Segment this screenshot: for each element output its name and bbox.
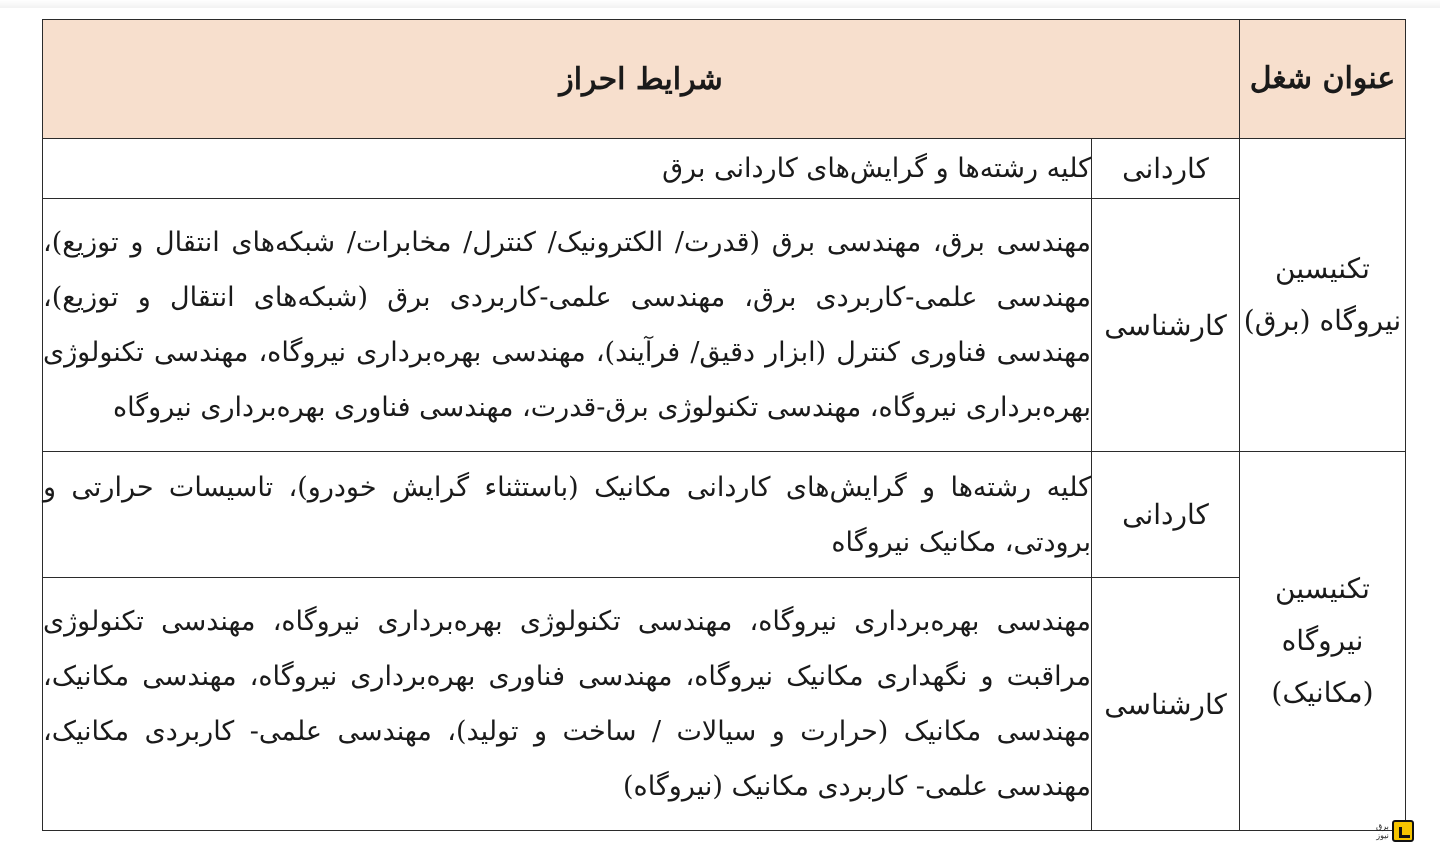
brand-logo-icon	[1392, 820, 1414, 842]
header-requirements: شرایط احراز	[43, 20, 1240, 139]
job-title-cell: تکنیسین نیروگاه (برق)	[1240, 139, 1406, 452]
requirements-cell: کلیه رشته‌ها و گرایش‌های کاردانی مکانیک (باستثناء گرایش خودرو)، تاسیسات حرارتی و برودتی، مکانیک نیروگاه	[43, 452, 1092, 578]
header-job-title: عنوان شغل	[1240, 20, 1406, 139]
watermark-line-1: برق	[1376, 822, 1389, 831]
level-cell: کاردانی	[1092, 452, 1240, 578]
requirements-cell: مهندسی بهره‌برداری نیروگاه، مهندسی تکنولوژی بهره‌برداری نیروگاه، مهندسی تکنولوژی مراقبت و نگهداری مکانیک نیروگاه، مهندسی فناوری بهره‌برداری نیروگاه، مهندسی مکانیک، مهندسی مکانیک (حرارت و سیالات / ساخت و تولید)، مهندسی علمی- کاربردی مکانیک، مهندسی علمی- کاربردی مکانیک (نیروگاه)	[43, 578, 1092, 831]
table-row	[43, 578, 1406, 831]
requirements-cell: مهندسی برق، مهندسی برق (قدرت/ الکترونیک/ کنترل/ مخابرات/ شبکه‌های انتقال و توزیع)، مهندسی علمی-کاربردی برق، مهندسی علمی-کاربردی برق (شبکه‌های انتقال و توزیع)، مهندسی فناوری کنترل (ابزار دقیق/ فرآیند)، مهندسی بهره‌برداری نیروگاه، مهندسی تکنولوژی بهره‌برداری نیروگاه، مهندسی تکنولوژی برق-قدرت، مهندسی فناوری بهره‌برداری نیروگاه	[43, 199, 1092, 452]
watermark	[1376, 817, 1428, 845]
level-cell: کاردانی	[1092, 139, 1240, 199]
top-strip	[0, 0, 1440, 8]
watermark-line-2: نیوز	[1376, 831, 1389, 840]
level-cell: کارشناسی	[1092, 199, 1240, 452]
watermark-text	[1376, 822, 1389, 840]
header-row	[43, 20, 1406, 139]
table-row	[43, 139, 1406, 199]
requirements-cell: کلیه رشته‌ها و گرایش‌های کاردانی برق	[43, 139, 1092, 199]
requirements-table	[42, 19, 1406, 831]
job-title-cell: تکنیسین نیروگاه (مکانیک)	[1240, 452, 1406, 831]
table-row	[43, 452, 1406, 578]
level-cell: کارشناسی	[1092, 578, 1240, 831]
table-row	[43, 199, 1406, 452]
